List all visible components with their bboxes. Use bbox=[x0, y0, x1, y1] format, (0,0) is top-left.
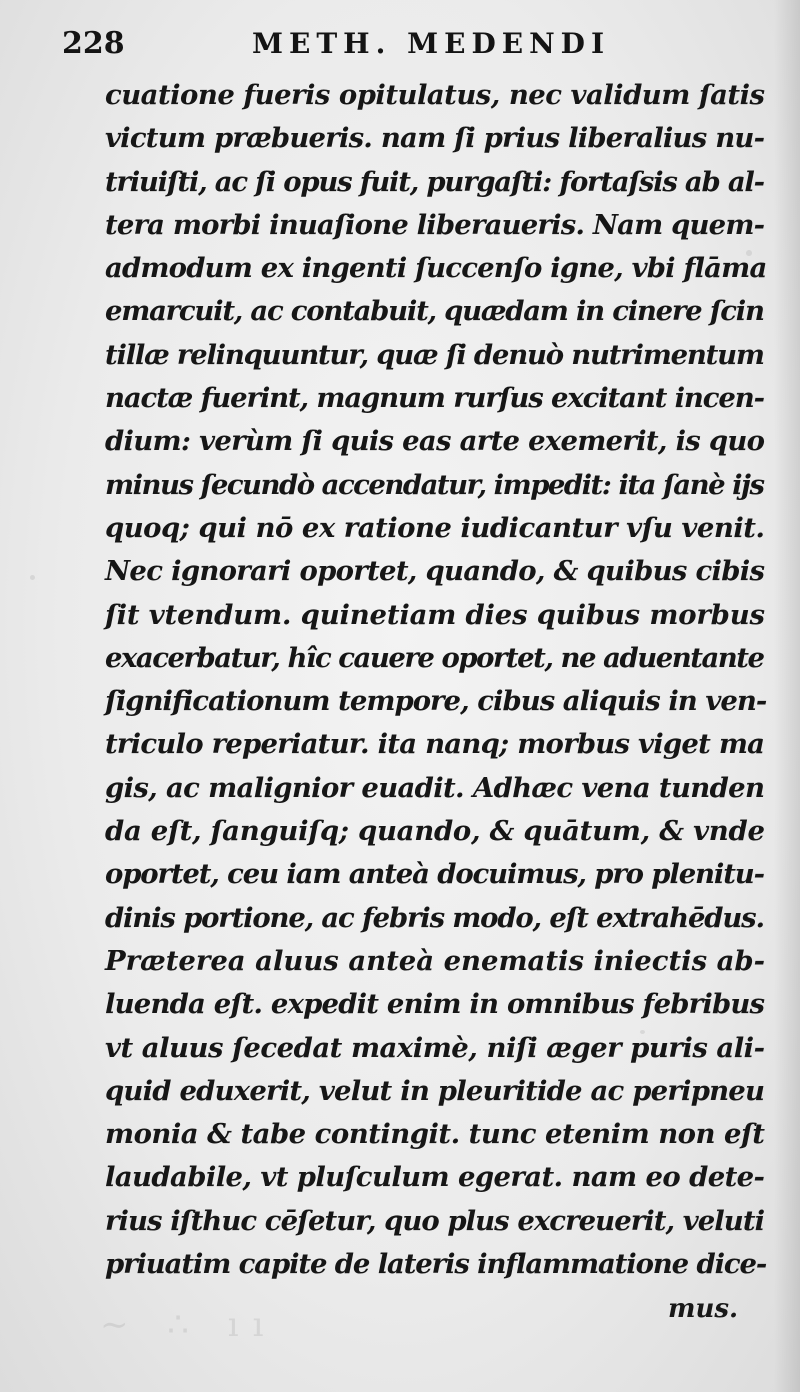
text-line: cuatione fueris opitulatus, nec validum ſatis bbox=[105, 79, 765, 111]
text-line: triuiſti, ac ſi opus fuit, purgaſti: fortaſsis ab al- bbox=[105, 165, 764, 198]
text-line: Præterea aluus anteà enematis iniectis ab- bbox=[105, 944, 765, 977]
text-line: Nec ignorari oportet, quando, & quibus cibis bbox=[105, 555, 765, 588]
text-line: victum præbueris. nam ſi prius liberalius nu- bbox=[105, 122, 765, 155]
text-line: tera morbi inuaſione liberaueris. Nam quem- bbox=[105, 208, 765, 241]
text-line: da eſt, ſanguiſq; quando, & quātum, & vnde bbox=[105, 815, 765, 848]
text-line: quoq; qui nō ex ratione iudicantur vſu venit. bbox=[105, 511, 765, 544]
text-line: triculo reperiatur. ita nanq; morbus viget ma bbox=[105, 728, 765, 761]
text-line: luenda eſt. expedit enim in omnibus febribus bbox=[105, 988, 765, 1021]
text-line: exacerbatur, hîc cauere oportet, ne aduentante bbox=[105, 641, 764, 674]
text-line: nactæ fuerint, magnum rurſus excitant incen- bbox=[105, 382, 764, 415]
body-text bbox=[105, 74, 765, 1286]
text-line: emarcuit, ac contabuit, quædam in cinere ſcin bbox=[105, 295, 764, 328]
text-line: ſignificationum tempore, cibus aliquis in ven- bbox=[105, 685, 767, 718]
catchword: mus. bbox=[668, 1294, 739, 1324]
text-line: laudabile, vt pluſculum egerat. nam eo dete- bbox=[105, 1161, 765, 1194]
running-title: METH. MEDENDI bbox=[252, 27, 611, 60]
text-line: gis, ac malignior euadit. Adhæc vena tunden bbox=[105, 771, 765, 804]
page-edge-shadow bbox=[774, 0, 800, 1392]
text-line: quid eduxerit, velut in pleuritide ac peripneu bbox=[105, 1074, 765, 1107]
text-line: priuatim capite de lateris inflammatione dice- bbox=[105, 1248, 767, 1281]
page-number: 228 bbox=[62, 26, 125, 61]
text-line: monia & tabe contingit. tunc etenim non eſt bbox=[105, 1118, 765, 1151]
text-line: dium: verùm ſi quis eas arte exemerit, is quo bbox=[105, 425, 765, 458]
text-line: vt aluus ſecedat maximè, niſi æger puris ali- bbox=[105, 1031, 765, 1064]
text-line: ſit vtendum. quinetiam dies quibus morbus bbox=[105, 598, 765, 631]
text-line: oportet, ceu iam anteà docuimus, pro plenitu- bbox=[105, 858, 764, 891]
text-line: rius iſthuc cēſetur, quo plus excreuerit, veluti bbox=[105, 1204, 765, 1237]
text-line: admodum ex ingenti ſuccenſo igne, vbi flāma bbox=[105, 252, 767, 285]
text-line: minus ſecundò accendatur, impedit: ita ſanè ijs bbox=[105, 468, 764, 501]
ink-speck bbox=[30, 575, 35, 580]
page-header bbox=[62, 20, 722, 70]
bleed-through-marks: ∼ ∴ ıı bbox=[100, 1305, 278, 1345]
text-line: tillæ relinquuntur, quæ ſi denuò nutrimentum bbox=[105, 338, 764, 371]
text-line: dinis portione, ac febris modo, eſt extrahēdus. bbox=[105, 901, 764, 934]
